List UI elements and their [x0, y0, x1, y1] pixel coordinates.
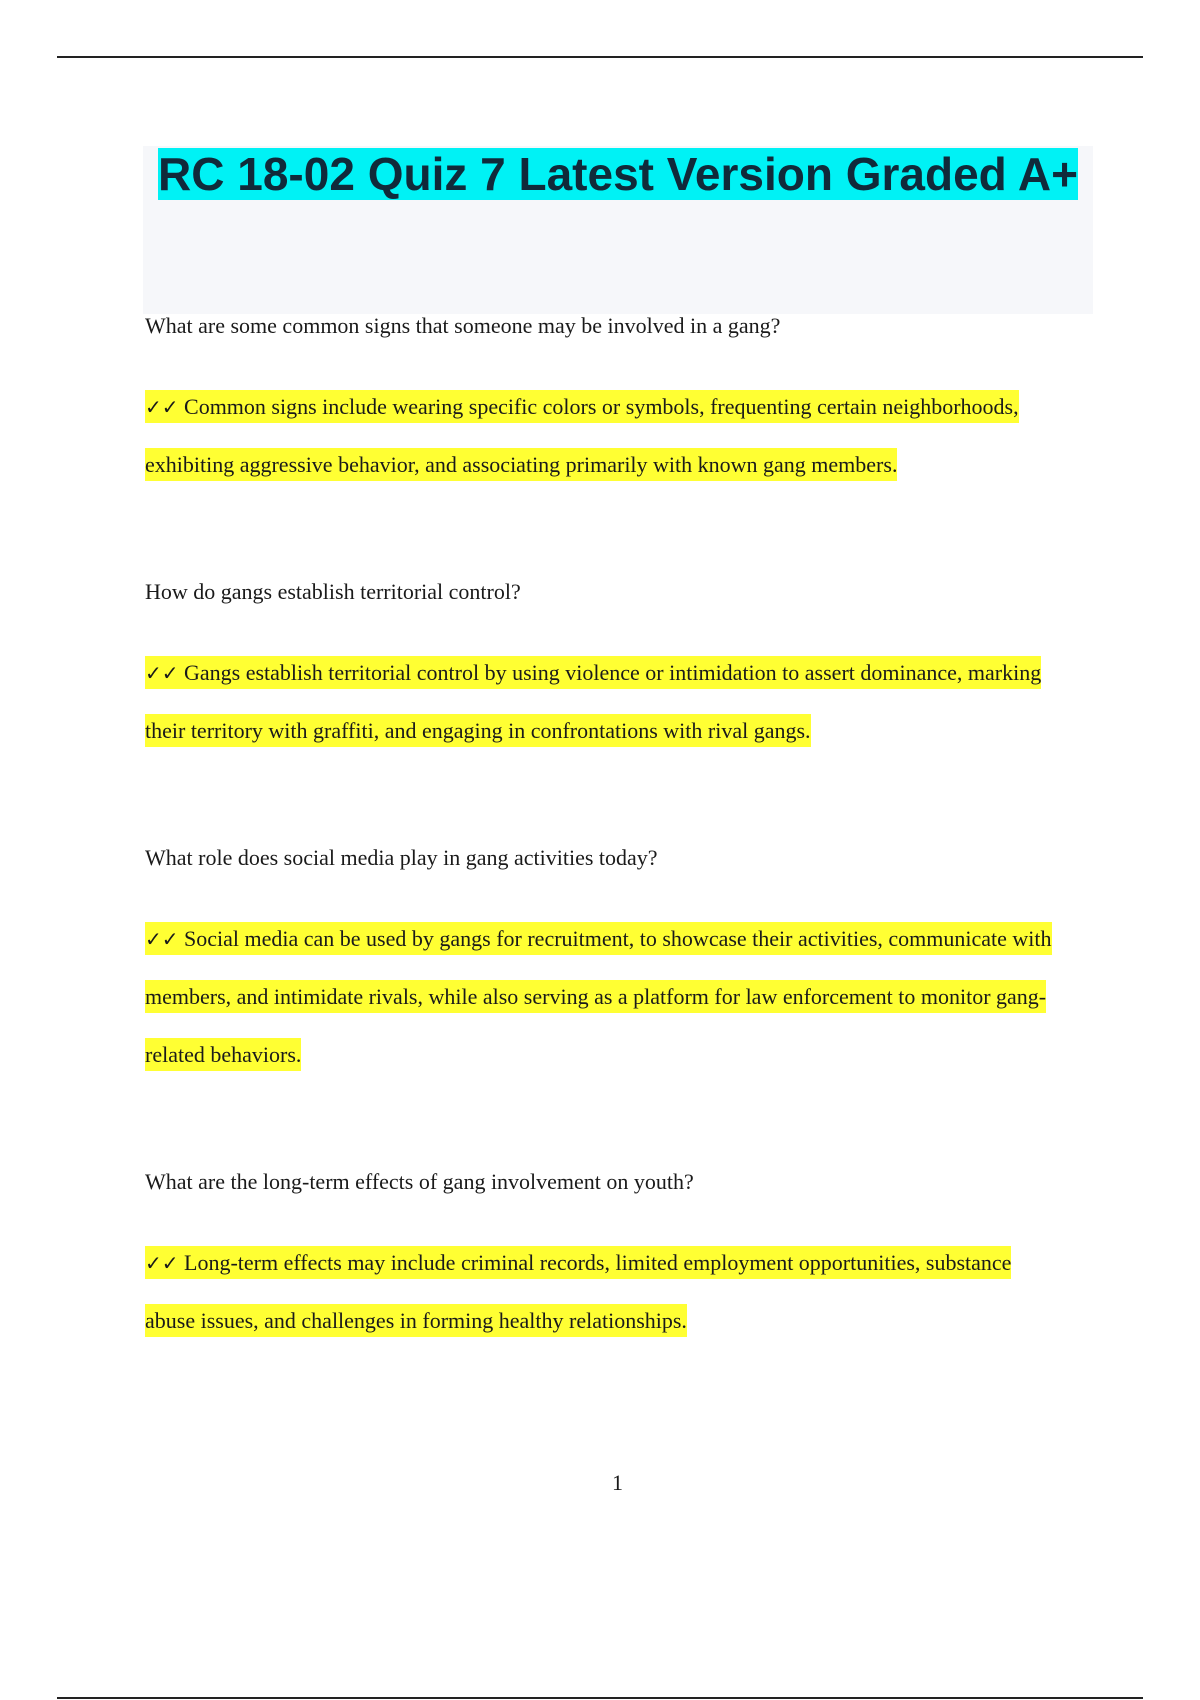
qa-item [145, 306, 1065, 494]
answer-text [145, 910, 1065, 1084]
answer-highlight [145, 656, 1041, 747]
top-rule [57, 56, 1143, 58]
qa-item [145, 572, 1065, 760]
page-title [143, 146, 1093, 202]
checkmark-icon: ✓✓ [145, 1251, 179, 1275]
answer-highlight [145, 1246, 1011, 1337]
checkmark-icon: ✓✓ [145, 661, 179, 685]
checkmark-icon: ✓✓ [145, 395, 179, 419]
checkmark-icon: ✓✓ [145, 927, 179, 951]
answer-body: Gangs establish territorial control by using violence or intimidation to assert dominance, marking their territory with graffiti, and engaging in confrontations with rival gangs. [145, 660, 1042, 743]
answer-body: Long-term effects may include criminal records, limited employment opportunities, substance abuse issues, and challenges in forming healthy relationships. [145, 1250, 1012, 1333]
answer-text [145, 1234, 1065, 1350]
answer-text [145, 644, 1065, 760]
answer-body: Social media can be used by gangs for recruitment, to showcase their activities, communicate with members, and intimidate rivals, while also serving as a platform for law enforcement to monitor gang-related behaviors. [145, 926, 1052, 1067]
question-text: How do gangs establish territorial control? [145, 579, 521, 604]
question-text: What role does social media play in gang activities today? [145, 845, 658, 870]
bottom-rule [57, 1697, 1143, 1699]
qa-list [145, 306, 1065, 1350]
page-title-text: RC 18-02 Quiz 7 Latest Version Graded A+ [158, 148, 1078, 200]
answer-highlight [145, 390, 1019, 481]
question-text: What are some common signs that someone may be involved in a gang? [145, 313, 781, 338]
answer-text [145, 378, 1065, 494]
question-text: What are the long-term effects of gang involvement on youth? [145, 1169, 694, 1194]
answer-highlight [145, 922, 1052, 1071]
title-block [143, 146, 1093, 314]
qa-item [145, 838, 1065, 1084]
page-number: 1 [612, 1470, 623, 1495]
qa-item [145, 1162, 1065, 1350]
answer-body: Common signs include wearing specific colors or symbols, frequenting certain neighborhoods, exhibiting aggressive behavior, and associating primarily with known gang members. [145, 394, 1019, 477]
